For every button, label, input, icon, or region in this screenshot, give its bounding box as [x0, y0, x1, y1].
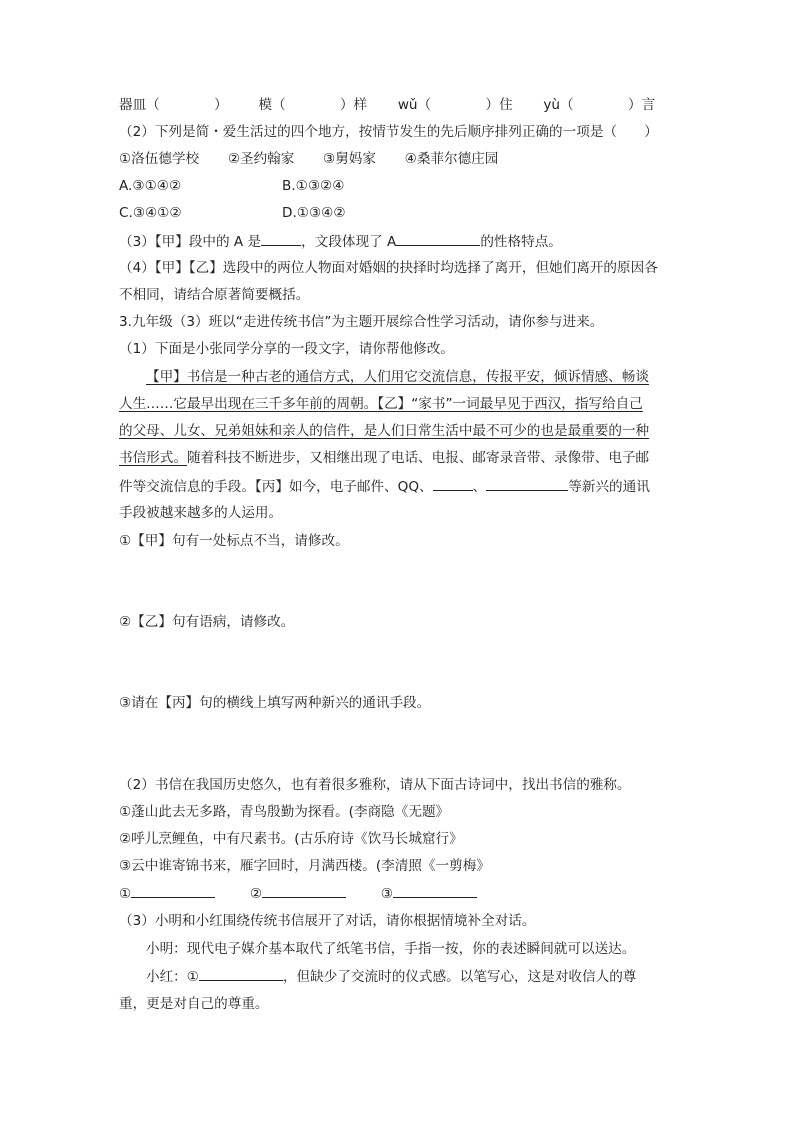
pinyin-item-2: 模（ ）样 — [258, 97, 368, 113]
answer-blank[interactable] — [199, 966, 283, 981]
poem-3: ③云中谁寄锦书来，雁字回时，月满西楼。(李清照《一剪梅》 — [119, 858, 490, 874]
poem-2: ②呼儿烹鲤鱼，中有尺素书。(古乐府诗《饮马长城窟行》 — [119, 831, 463, 847]
question-2-stem: （2）下列是简・爱生活过的四个地方，按情节发生的先后顺序排列正确的一项是（ ） — [119, 124, 658, 140]
option-c[interactable]: C.③④①② — [119, 205, 182, 221]
question-3 — [119, 231, 562, 252]
passage-line-3: 的父母、儿女、兄弟姐妹和亲人的信件，是人们日常生活中最不可少的也是最重要的一种 — [119, 423, 650, 439]
place-item: ①洛伍德学校 — [119, 151, 200, 167]
task-2: ②【乙】句有语病，请修改。 — [119, 614, 295, 630]
option-a[interactable]: A.③①④② — [119, 178, 182, 194]
passage-jia-end: 人生……它最早出现在三千多年前的周朝。 — [119, 396, 378, 412]
dialog-xiaohong — [146, 966, 636, 987]
places-list — [119, 149, 498, 169]
answer-blank[interactable] — [131, 883, 215, 898]
answer-blank[interactable] — [396, 231, 480, 246]
passage-line-6: 手段被越来越多的人运用。 — [119, 505, 283, 521]
passage-line-2 — [119, 394, 643, 414]
passage-yi-start: 【乙】“家书”一词最早见于西汉，指写给自己 — [377, 396, 643, 412]
answer-mark: ② — [249, 886, 263, 902]
answer-row — [119, 883, 477, 904]
question-3-text: （3）【甲】段中的 A 是 — [119, 234, 262, 250]
answer-blank[interactable] — [262, 883, 346, 898]
pinyin-item-4: yù（ ）言 — [543, 97, 656, 113]
place-item: ④桑菲尔德庄园 — [404, 151, 499, 167]
pinyin-item-1: 器皿（ ） — [119, 97, 228, 113]
task-1: ①【甲】句有一处标点不当，请修改。 — [119, 533, 349, 549]
dialog-xiaoming: 小明：现代电子媒介基本取代了纸笔书信，手指一按，你的表述瞬间就可以送达。 — [146, 941, 636, 957]
option-b[interactable]: B.①③②④ — [282, 178, 345, 194]
passage-line-1: 【甲】书信是一种古老的通信方式，人们用它交流信息，传报平安，倾诉情感、畅谈 — [146, 369, 649, 385]
passage-text: 、 — [472, 479, 487, 495]
answer-mark: ③ — [380, 886, 393, 902]
poem-1: ①蓬山此去无多路，青鸟殷勤为探看。(李商隐《无题》 — [119, 804, 450, 820]
place-item: ③舅妈家 — [323, 151, 376, 167]
question-3-text: ，文段体现了 A — [301, 234, 397, 250]
pinyin-row — [119, 95, 655, 115]
answer-blank[interactable] — [433, 476, 473, 491]
passage-yi-end: 书信形式。 — [119, 450, 187, 466]
question-3-text: 的性格特点。 — [480, 234, 562, 250]
option-d[interactable]: D.①③④② — [282, 205, 346, 221]
passage-text: 随着科技不断进步，又相继出现了电话、电报、邮寄录音带、录像带、电子邮 — [186, 450, 650, 466]
answer-blank[interactable] — [261, 231, 301, 246]
task-3: ③请在【丙】句的横线上填写两种新兴的通讯手段。 — [119, 695, 431, 711]
section-3-title: 3.九年级（3）班以“走进传统书信”为主题开展综合性学习活动，请你参与进来。 — [119, 314, 604, 330]
dialog-text: 小红：① — [146, 969, 199, 985]
answer-blank[interactable] — [393, 883, 477, 898]
question-4-line-2: 不相同，请结合原著简要概括。 — [119, 287, 310, 303]
pinyin-item-3: wǔ（ ）住 — [397, 97, 513, 113]
section-3-sub-3: （3）小明和小红围绕传统书信展开了对话，请你根据情境补全对话。 — [119, 913, 536, 929]
place-item: ②圣约翰家 — [227, 151, 295, 167]
dialog-text: ，但缺少了交流时的仪式感。以笔写心，这是对收信人的尊 — [282, 969, 637, 985]
answer-blank[interactable] — [486, 476, 568, 491]
question-4-line-1: （4）【甲】【乙】选段中的两位人物面对婚姻的抉择时均选择了离开，但她们离开的原因各 — [119, 260, 658, 276]
answer-mark: ① — [119, 886, 132, 902]
passage-text: 等新兴的通讯 — [568, 479, 650, 495]
passage-line-4 — [119, 448, 649, 468]
dialog-continuation: 重，更是对自己的尊重。 — [119, 996, 269, 1012]
section-3-sub-2: （2）书信在我国历史悠久，也有着很多雅称，请从下面古诗词中，找出书信的雅称。 — [119, 777, 631, 793]
section-3-sub-1: （1）下面是小张同学分享的一段文字，请你帮他修改。 — [119, 341, 454, 357]
passage-text: 件等交流信息的手段。【丙】如今，电子邮件、QQ、 — [119, 479, 433, 495]
passage-line-5 — [119, 476, 650, 497]
